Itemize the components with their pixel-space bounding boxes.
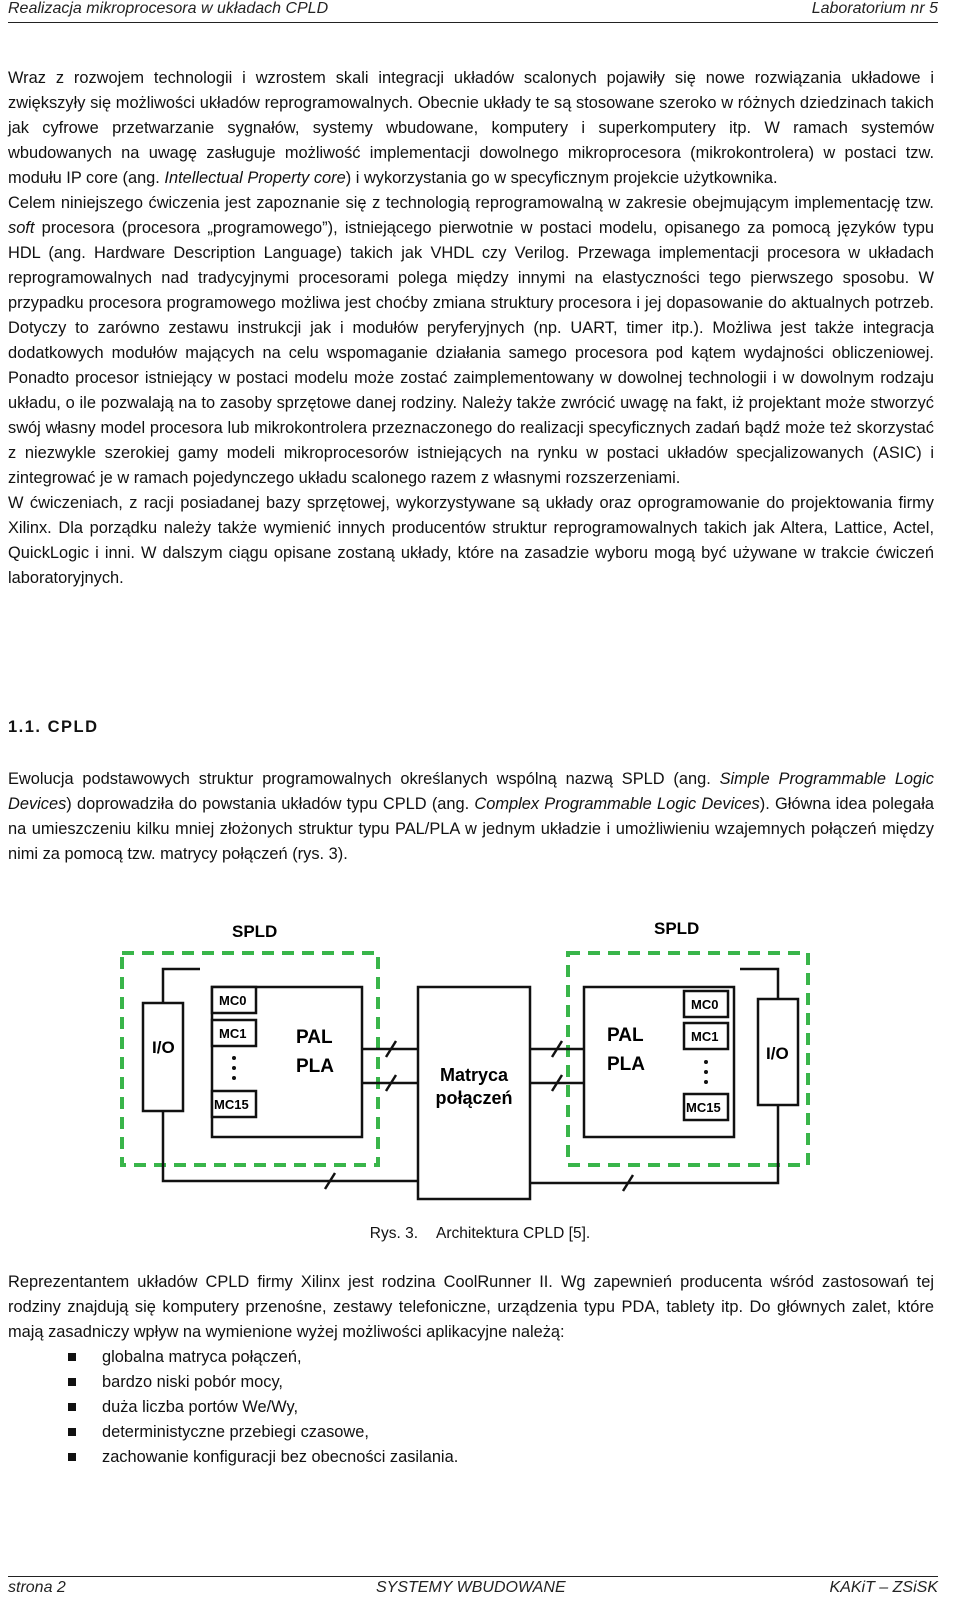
io-block-left (143, 1003, 183, 1111)
list-item (68, 1395, 458, 1420)
bullet-square-icon (68, 1403, 76, 1411)
text-run: ). Główna idea polegała na umieszczeniu kilku mniej złożonych struktur typu PAL/PLA w jednym układzie i umożliwieniu wzajemnych połączeń między nimi za pomocą tzw. matrycy połączeń (rys. 3). (8, 795, 934, 863)
header-lab-number: Laboratorium nr 5 (811, 0, 938, 17)
bullet-square-icon (68, 1378, 76, 1386)
italic-term: Simple Programmable Logic Devices (8, 770, 934, 813)
pal-label-left: PAL (296, 1027, 333, 1048)
pla-label-right: PLA (607, 1054, 645, 1075)
text-run: Ewolucja podstawowych struktur programowalnych określanych wspólną nazwą SPLD (ang. (8, 770, 720, 788)
list-item-text: zachowanie konfiguracji bez obecności zasilania. (102, 1448, 459, 1466)
matrix-label-line1: Matryca (439, 1065, 509, 1085)
text-run: Celem niniejszego ćwiczenia jest zapoznanie się z technologią reprogramowalną w zakresie obejmującym implementację tzw. (8, 194, 934, 212)
list-item-text: deterministyczne przebiegi czasowe, (102, 1423, 369, 1441)
list-item (68, 1370, 458, 1395)
spld-left-label: SPLD (232, 922, 278, 941)
list-item-text: bardzo niski pobór mocy, (102, 1373, 283, 1391)
intro-text (8, 66, 934, 591)
mc1-label-left: MC1 (219, 1026, 247, 1041)
bullet-square-icon (68, 1353, 76, 1361)
coolrunner-paragraph: Reprezentantem układów CPLD firmy Xilinx jest rodzina CoolRunner II. Wg zapewnień producenta wśród zastosowań tej rodziny znajdują się komputery przenośne, zestawy telefoniczne, urządzenia typu PDA, tablety itp. Do głównych zalet, które mają zasadniczy wpływ na wymienione wyżej możliwości aplikacyjne należą: (8, 1273, 934, 1341)
footer-department: KAKiT – ZSiSK (829, 1579, 938, 1596)
mc0-label-left: MC0 (219, 993, 247, 1008)
pal-label-right: PAL (607, 1025, 644, 1046)
page-header (8, 0, 938, 23)
io-label-left: I/O (152, 1038, 175, 1057)
list-item (68, 1345, 458, 1370)
section-heading: 1.1. CPLD (8, 718, 99, 736)
bullet-square-icon (68, 1428, 76, 1436)
page-footer (8, 1576, 938, 1601)
bullet-square-icon (68, 1453, 76, 1461)
footer-course-name: SYSTEMY WBUDOWANE (376, 1579, 566, 1596)
list-item (68, 1420, 458, 1445)
list-item-text: duża liczba portów We/Wy, (102, 1398, 299, 1416)
italic-term: Intellectual Property core (164, 169, 346, 187)
text-run: ) i wykorzystania go w specyficznym projekcie użytkownika. (345, 169, 778, 187)
feature-list (68, 1345, 458, 1470)
mc0-label-right: MC0 (691, 997, 719, 1012)
footer-page-number: strona 2 (8, 1579, 66, 1596)
italic-term: Complex Programmable Logic Devices (474, 795, 760, 813)
mc15-label-right: MC15 (686, 1100, 721, 1115)
figure-title: Architektura CPLD [5]. (436, 1225, 591, 1242)
text-run: procesora (procesora „programowego”), istniejącego pierwotnie w postaci modelu, opisanego za pomocą języków typu HDL (ang. Hardware Description Language) takich jak VHDL czy Verilog. Przewaga implementacji procesora w układach reprogramowalnych nad tradycyjnymi procesorami polega między innymi na elastyczności tego pierwszego sposobu. W przypadku procesora programowego możliwa jest choćby zmiana struktury procesora i jej dopasowanie do aktualnych potrzeb. Dotyczy to zarówno zestawu instrukcji jak i modułów peryferyjnych (np. UART, timer itp.). Możliwa jest także integracja dodatkowych modułów mających na celu wspomaganie działania samego procesora pod kątem wydajności obliczeniowej. Ponadto procesor istniejący w postaci modelu może zostać zaimplementowany w dowolnej technologii i w dowolnym rodzaju układu, o ile pozwalają na to zasoby sprzętowe danej rodziny. Należy także zwrócić uwagę na fakt, iż projektant może stworzyć swój własny model procesora lub mikrokontrolera przeznaczonego do realizacji specyficznych zadań bądź może też skorzystać z niezwykle szerokiej gamy modeli mikroprocesorów istniejących na rynku w postaci układów specjalizowanych (ASIC) i zintegrować je w ramach pojedynczego układu scalonego razem z własnymi rozszerzeniami. (8, 219, 934, 487)
io-label-right: I/O (766, 1044, 789, 1063)
mc15-label-left: MC15 (214, 1097, 249, 1112)
header-title: Realizacja mikroprocesora w układach CPLD (8, 0, 329, 17)
pla-label-left: PLA (296, 1056, 334, 1077)
mc1-label-right: MC1 (691, 1029, 719, 1044)
text-run: ) doprowadziła do powstania układów typu CPLD (ang. (66, 795, 475, 813)
list-item-text: globalna matryca połączeń, (102, 1348, 302, 1366)
italic-term: soft (8, 219, 35, 237)
matrix-label-line2: połączeń (435, 1088, 513, 1108)
list-item (68, 1445, 458, 1470)
intro-paragraph-3: W ćwiczeniach, z racji posiadanej bazy sprzętowej, wykorzystywane są układy oraz oprogramowanie do projektowania firmy Xilinx. Dla porządku należy także wymienić innych producentów struktur reprogramowalnych takich jak Altera, Lattice, Actel, QuickLogic i inni. W dalszym ciągu opisane zostaną układy, które na zasadzie wyboru mogą być używane w trakcie ćwiczeń laboratoryjnych. (8, 494, 934, 587)
figure-caption (0, 1225, 960, 1243)
intro-paragraph-2 (8, 191, 934, 491)
text-run: Wraz z rozwojem technologii i wzrostem skali integracji układów scalonych pojawiły się nowe rozwiązania układowe i zwiększyły się możliwości układów reprogramowalnych. Obecnie układy te są stosowane szeroko w różnych dziedzinach takich jak cyfrowe przetwarzanie sygnałów, systemy wbudowane, komputery i superkomputery itp. W ramach systemów wbudowanych na uwagę zasługuje możliwość implementacji dowolnego mikroprocesora (mikrokontrolera) w postaci tzw. modułu IP core (ang. (8, 69, 934, 187)
spld-right-label: SPLD (654, 919, 700, 938)
cpld-architecture-diagram (120, 905, 820, 1210)
figure-number: Rys. 3. (369, 1225, 419, 1242)
section-paragraph (8, 767, 934, 867)
intro-paragraph-1 (8, 66, 934, 191)
